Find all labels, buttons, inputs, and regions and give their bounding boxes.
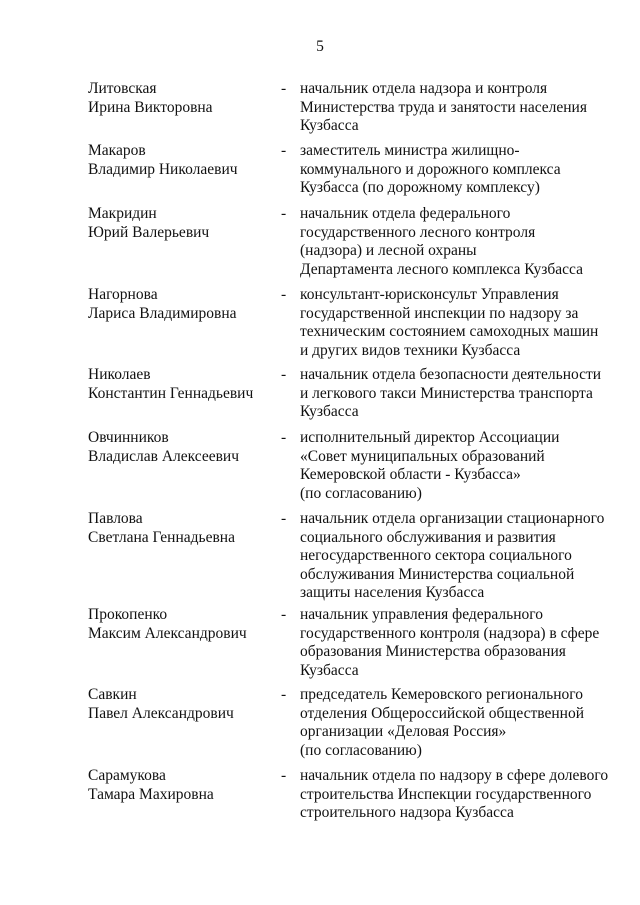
dash-separator: - xyxy=(281,80,287,97)
member-name xyxy=(88,606,278,643)
dash-separator: - xyxy=(281,429,287,446)
role-line: и легкового такси Министерства транспорта xyxy=(300,384,593,402)
member-surname: Нагорнова xyxy=(88,286,158,303)
role-line: (надзора) и лесной охраны xyxy=(300,242,477,260)
role-line: начальник отдела организации стационарного xyxy=(300,510,605,527)
role-line: Департамента лесного комплекса Кузбасса xyxy=(300,260,583,278)
member-surname: Сарамукова xyxy=(88,767,166,784)
role-line: защиты населения Кузбасса xyxy=(300,584,485,602)
role-line: начальник отдела надзора и контроля xyxy=(300,80,548,97)
member-name xyxy=(88,80,278,117)
role-line: начальник отдела безопасности деятельности xyxy=(300,366,602,383)
role-line: председатель Кемеровского регионального xyxy=(300,686,583,703)
role-line: строительного надзора Кузбасса xyxy=(300,804,514,822)
member-surname: Николаев xyxy=(88,366,151,383)
member-role xyxy=(300,205,618,279)
role-line: заместитель министра жилищно- xyxy=(300,142,520,159)
role-line: государственного контроля (надзора) в сфере xyxy=(300,624,600,642)
page-number: 5 xyxy=(316,38,324,55)
member-name xyxy=(88,286,278,323)
member-surname: Овчинников xyxy=(88,429,169,446)
member-surname: Савкин xyxy=(88,686,137,703)
role-line: Кузбасса xyxy=(300,117,359,135)
role-line: Кузбасса (по дорожному комплексу) xyxy=(300,179,540,197)
member-given-names: Павел Александрович xyxy=(88,704,234,722)
role-line: коммунального и дорожного комплекса xyxy=(300,160,561,178)
member-given-names: Юрий Валерьевич xyxy=(88,223,210,241)
member-name xyxy=(88,510,278,547)
dash-separator: - xyxy=(281,510,287,527)
member-name xyxy=(88,429,278,466)
role-line: образования Министерства образования xyxy=(300,643,566,661)
role-line: и других видов техники Кузбасса xyxy=(300,341,521,359)
role-line: начальник отдела по надзору в сфере долевого xyxy=(300,767,609,784)
member-role xyxy=(300,767,618,823)
role-line: (по согласованию) xyxy=(300,484,422,502)
member-surname: Макаров xyxy=(88,142,146,159)
member-given-names: Максим Александрович xyxy=(88,624,247,642)
dash-separator: - xyxy=(281,286,287,303)
dash-separator: - xyxy=(281,142,287,159)
member-given-names: Светлана Геннадьевна xyxy=(88,528,235,546)
dash-separator: - xyxy=(281,606,287,623)
role-line: государственного лесного контроля xyxy=(300,223,536,241)
member-given-names: Ирина Викторовна xyxy=(88,98,213,116)
role-line: консультант-юрисконсульт Управления xyxy=(300,286,559,303)
member-given-names: Владимир Николаевич xyxy=(88,160,238,178)
dash-separator: - xyxy=(281,366,287,383)
role-line: обслуживания Министерства социальной xyxy=(300,565,575,583)
role-line: Кемеровской области - Кузбасса» xyxy=(300,466,521,484)
member-given-names: Владислав Алексеевич xyxy=(88,447,240,465)
member-role xyxy=(300,286,618,360)
member-surname: Литовская xyxy=(88,80,157,97)
member-name xyxy=(88,366,278,403)
dash-separator: - xyxy=(281,686,287,703)
member-given-names: Тамара Махировна xyxy=(88,785,214,803)
member-role xyxy=(300,142,618,198)
role-line: исполнительный директор Ассоциации xyxy=(300,429,560,446)
member-surname: Макридин xyxy=(88,205,157,222)
member-name xyxy=(88,142,278,179)
role-line: (по согласованию) xyxy=(300,741,422,759)
role-line: организации «Деловая Россия» xyxy=(300,723,507,741)
member-role xyxy=(300,606,618,680)
member-surname: Павлова xyxy=(88,510,143,527)
member-name xyxy=(88,767,278,804)
role-line: Кузбасса xyxy=(300,403,359,421)
member-role xyxy=(300,686,618,760)
role-line: «Совет муниципальных образований xyxy=(300,447,545,465)
role-line: негосударственного сектора социального xyxy=(300,547,572,565)
role-line: техническим состоянием самоходных машин xyxy=(300,323,599,341)
member-role xyxy=(300,510,618,603)
member-name xyxy=(88,205,278,242)
member-surname: Прокопенко xyxy=(88,606,168,623)
dash-separator: - xyxy=(281,767,287,784)
member-role xyxy=(300,80,618,136)
role-line: начальник управления федерального xyxy=(300,606,543,623)
member-role xyxy=(300,366,618,422)
role-line: отделения Общероссийской общественной xyxy=(300,704,584,722)
role-line: начальник отдела федерального xyxy=(300,205,511,222)
member-name xyxy=(88,686,278,723)
member-given-names: Лариса Владимировна xyxy=(88,304,237,322)
role-line: строительства Инспекции государственного xyxy=(300,785,592,803)
role-line: государственной инспекции по надзору за xyxy=(300,304,579,322)
role-line: социального обслуживания и развития xyxy=(300,528,556,546)
member-given-names: Константин Геннадьевич xyxy=(88,384,254,402)
member-role xyxy=(300,429,618,503)
dash-separator: - xyxy=(281,205,287,222)
role-line: Министерства труда и занятости населения xyxy=(300,98,587,116)
role-line: Кузбасса xyxy=(300,661,359,679)
